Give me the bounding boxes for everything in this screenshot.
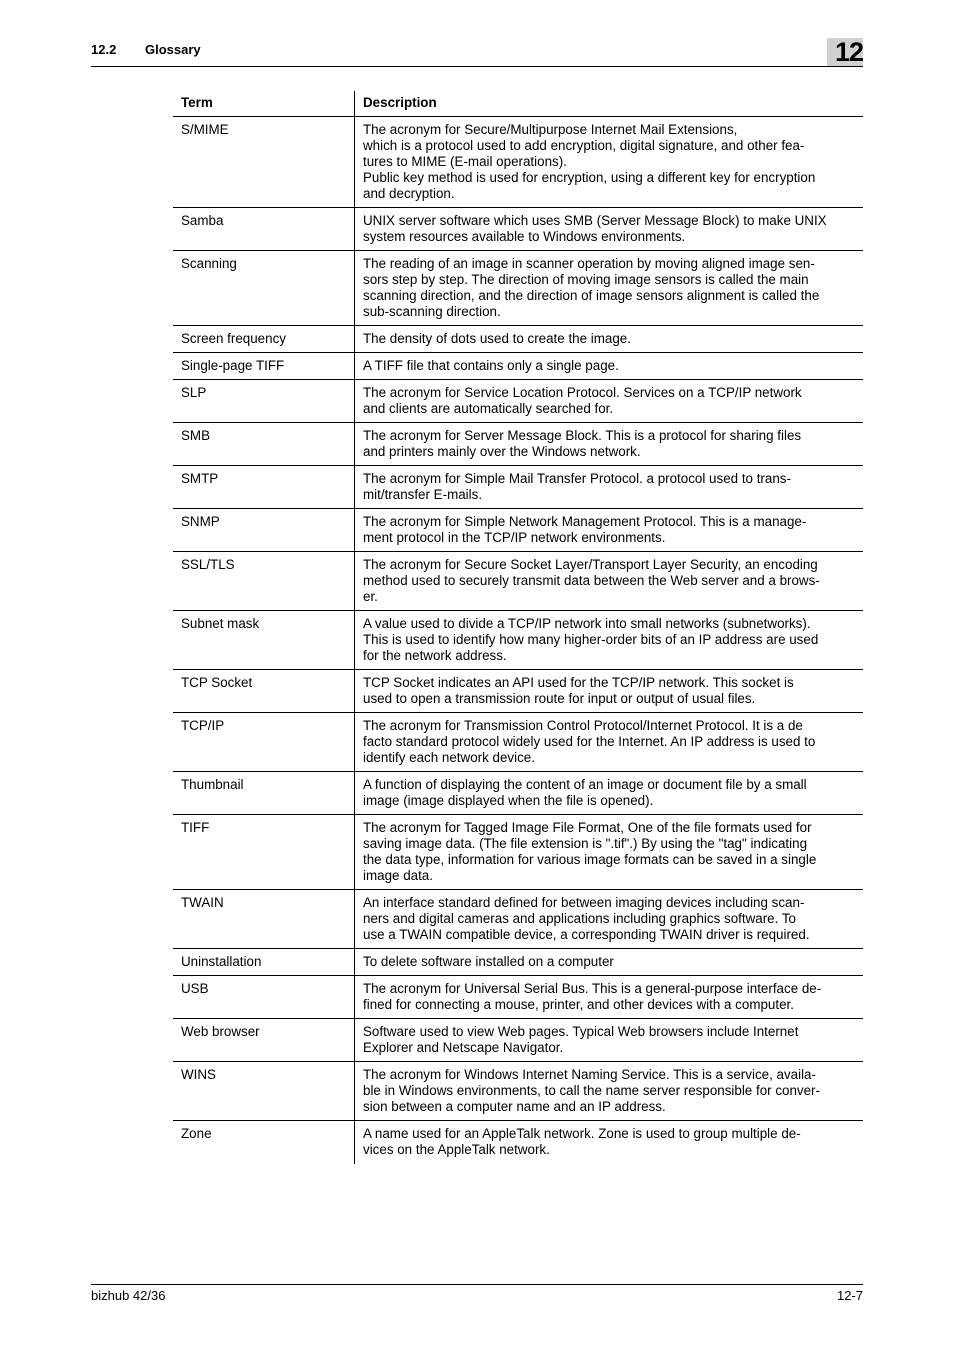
chapter-number: 12 <box>834 37 863 67</box>
table-row <box>173 1121 863 1165</box>
glossary-term: SSL/TLS <box>173 552 355 611</box>
glossary-description: The density of dots used to create the image. <box>355 326 864 353</box>
glossary-description: An interface standard defined for between imaging devices including scan- ners and digital cameras and applications including graphics software. To use a TWAIN compatible device, a corresponding TWAIN driver is required. <box>355 890 864 949</box>
glossary-description: A TIFF file that contains only a single page. <box>355 353 864 380</box>
table-row <box>173 949 863 976</box>
glossary-term: USB <box>173 976 355 1019</box>
glossary-term: Single-page TIFF <box>173 353 355 380</box>
page-header <box>91 38 863 67</box>
glossary-term: SNMP <box>173 509 355 552</box>
glossary-term: TWAIN <box>173 890 355 949</box>
glossary-term: Uninstallation <box>173 949 355 976</box>
column-header-description: Description <box>355 91 864 117</box>
glossary-term: TCP/IP <box>173 713 355 772</box>
glossary-term: SMB <box>173 423 355 466</box>
table-row <box>173 423 863 466</box>
glossary-description: The acronym for Windows Internet Naming Service. This is a service, availa- ble in Windows environments, to call the name server responsible for conver- sion between a computer name and an IP address. <box>355 1062 864 1121</box>
glossary-description: The acronym for Simple Network Management Protocol. This is a manage- ment protocol in the TCP/IP network environments. <box>355 509 864 552</box>
table-header-row <box>173 91 863 117</box>
page-footer <box>91 1284 863 1303</box>
glossary-description: The acronym for Universal Serial Bus. This is a general-purpose interface de- fined for connecting a mouse, printer, and other devices with a computer. <box>355 976 864 1019</box>
glossary-description: Software used to view Web pages. Typical Web browsers include Internet Explorer and Netscape Navigator. <box>355 1019 864 1062</box>
table-row <box>173 772 863 815</box>
glossary-description: A value used to divide a TCP/IP network into small networks (subnetworks). This is used to identify how many higher-order bits of an IP address are used for the network address. <box>355 611 864 670</box>
glossary-term: Subnet mask <box>173 611 355 670</box>
glossary-term: Web browser <box>173 1019 355 1062</box>
glossary-term: WINS <box>173 1062 355 1121</box>
table-row <box>173 1019 863 1062</box>
glossary-term: Thumbnail <box>173 772 355 815</box>
glossary-description: The reading of an image in scanner operation by moving aligned image sen- sors step by step. The direction of moving image sensors is called the main scanning direction, and the direction of image sensors alignment is called the sub-scanning direction. <box>355 251 864 326</box>
table-row <box>173 466 863 509</box>
table-row <box>173 353 863 380</box>
glossary-term: SLP <box>173 380 355 423</box>
glossary-description: The acronym for Secure Socket Layer/Transport Layer Security, an encoding method used to securely transmit data between the Web server and a brows- er. <box>355 552 864 611</box>
glossary-term: Scanning <box>173 251 355 326</box>
table-row <box>173 208 863 251</box>
glossary-term: SMTP <box>173 466 355 509</box>
table-row <box>173 815 863 890</box>
table-row <box>173 611 863 670</box>
glossary-description: The acronym for Simple Mail Transfer Protocol. a protocol used to trans- mit/transfer E-mails. <box>355 466 864 509</box>
glossary-term: TIFF <box>173 815 355 890</box>
chapter-badge <box>827 38 863 66</box>
glossary-term: Samba <box>173 208 355 251</box>
table-row <box>173 713 863 772</box>
glossary-term: S/MIME <box>173 117 355 208</box>
glossary-table <box>173 91 863 1164</box>
glossary-description: The acronym for Service Location Protocol. Services on a TCP/IP network and clients are automatically searched for. <box>355 380 864 423</box>
glossary-description: The acronym for Server Message Block. This is a protocol for sharing files and printers mainly over the Windows network. <box>355 423 864 466</box>
glossary-description: UNIX server software which uses SMB (Server Message Block) to make UNIX system resources available to Windows environments. <box>355 208 864 251</box>
glossary-description: A function of displaying the content of an image or document file by a small image (image displayed when the file is opened). <box>355 772 864 815</box>
glossary-description: The acronym for Transmission Control Protocol/Internet Protocol. It is a de facto standard protocol widely used for the Internet. An IP address is used to identify each network device. <box>355 713 864 772</box>
glossary-description: A name used for an AppleTalk network. Zone is used to group multiple de- vices on the AppleTalk network. <box>355 1121 864 1165</box>
table-row <box>173 552 863 611</box>
glossary-body <box>173 117 863 1165</box>
table-row <box>173 509 863 552</box>
glossary-term: TCP Socket <box>173 670 355 713</box>
glossary-description: The acronym for Tagged Image File Format, One of the file formats used for saving image data. (The file extension is ".tif".) By using the "tag" indicating the data type, information for various image formats can be saved in a single image data. <box>355 815 864 890</box>
table-row <box>173 117 863 208</box>
glossary-description: TCP Socket indicates an API used for the TCP/IP network. This socket is used to open a transmission route for input or output of usual files. <box>355 670 864 713</box>
glossary-term: Screen frequency <box>173 326 355 353</box>
table-row <box>173 890 863 949</box>
glossary-description: To delete software installed on a computer <box>355 949 864 976</box>
table-row <box>173 976 863 1019</box>
glossary-description: The acronym for Secure/Multipurpose Internet Mail Extensions, which is a protocol used to add encryption, digital signature, and other fea- tures to MIME (E-mail operations). Public key method is used for encryption, using a different key for encryption and decryption. <box>355 117 864 208</box>
section-number: 12.2 <box>91 42 117 57</box>
table-row <box>173 670 863 713</box>
table-row <box>173 380 863 423</box>
table-row <box>173 251 863 326</box>
section-title: Glossary <box>145 42 201 57</box>
product-name: bizhub 42/36 <box>91 1288 166 1303</box>
table-row <box>173 1062 863 1121</box>
page-number: 12-7 <box>836 1288 863 1303</box>
table-row <box>173 326 863 353</box>
glossary-term: Zone <box>181 1126 212 1141</box>
column-header-term: Term <box>173 91 355 117</box>
